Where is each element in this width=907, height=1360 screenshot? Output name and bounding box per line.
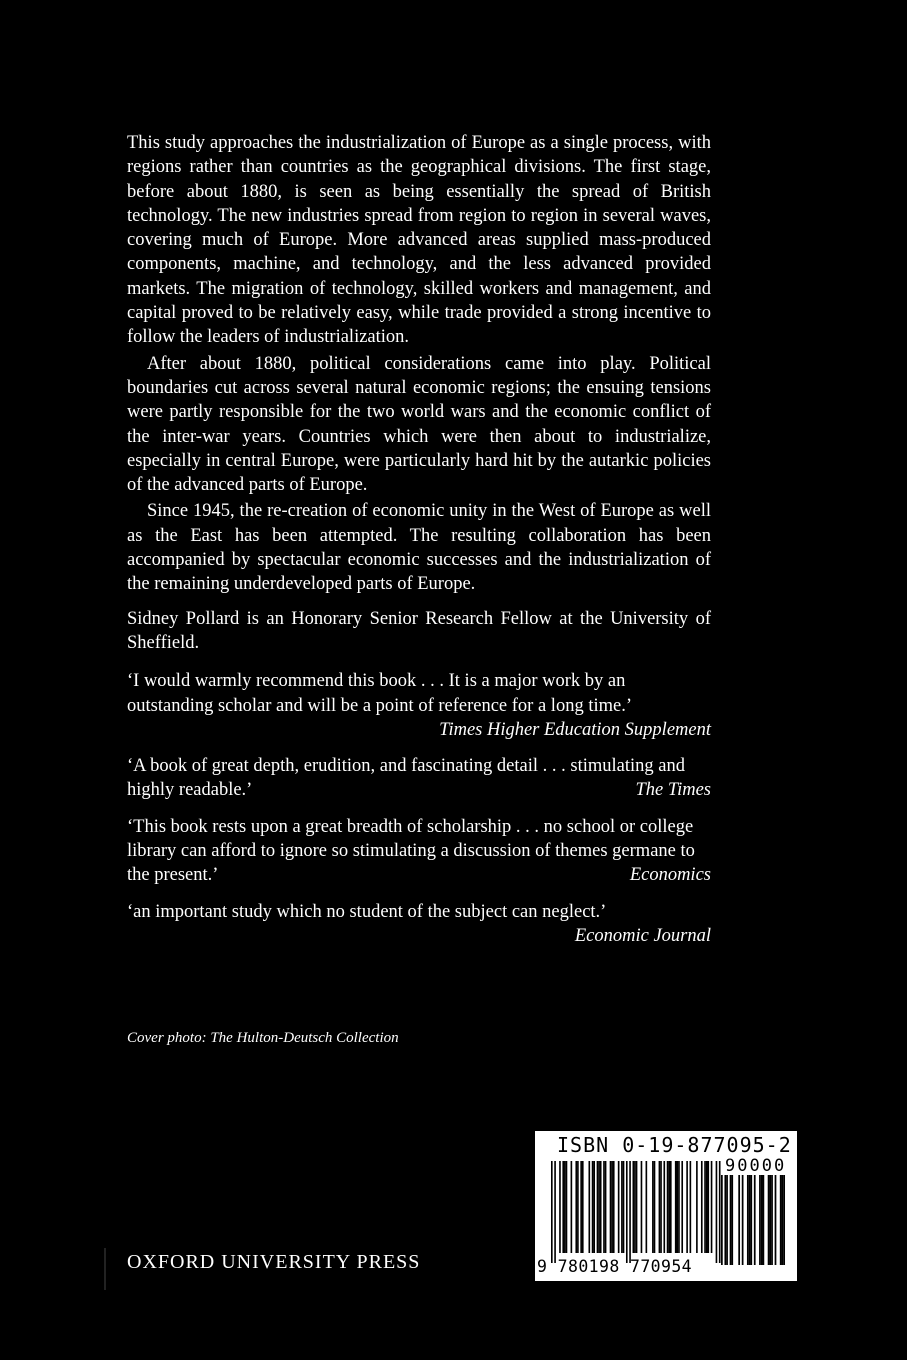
barcode-bar <box>564 1161 566 1253</box>
review-1-source: Times Higher Education Supplement <box>439 719 711 740</box>
publisher-name: OXFORD UNIVERSITY PRESS <box>127 1251 421 1273</box>
barcode-bar <box>730 1175 732 1265</box>
barcode-bar <box>659 1161 661 1253</box>
barcode-bar <box>566 1161 568 1253</box>
barcode-bar <box>641 1161 643 1253</box>
barcode-bar <box>704 1161 706 1253</box>
barcode-bar <box>598 1161 600 1253</box>
price-code: 90000 <box>725 1156 787 1176</box>
barcode-bar <box>633 1161 635 1253</box>
barcode-bar <box>668 1161 670 1253</box>
barcode-bar <box>761 1175 763 1265</box>
barcode-bar <box>754 1175 756 1265</box>
barcode-bar <box>707 1161 709 1253</box>
barcode-bar <box>783 1175 785 1265</box>
review-1-text: ‘I would warmly recommend this book . . . It is a major work by an outstanding scholar and will be a point of reference for a long time.’ <box>127 671 632 716</box>
barcode-bar <box>675 1161 677 1253</box>
barcode-bar <box>775 1175 777 1265</box>
review-2-text <box>127 754 711 803</box>
barcode-bar <box>667 1161 669 1253</box>
spine-edge-mark <box>104 1248 106 1290</box>
barcode-bar <box>582 1161 584 1253</box>
barcode-bar <box>660 1161 662 1253</box>
review-2-body: ‘A book of great depth, erudition, and fascinating detail . . . stimulating and highly readable.’ <box>127 756 685 801</box>
review-4 <box>127 900 711 949</box>
barcode-bar <box>611 1161 613 1253</box>
blurb-paragraph-3: Since 1945, the re-creation of economic unity in the West of Europe as well as the East has been attempted. The resulting collaboration has been accompanied by spectacular economic successes and the industrialization of the remaining underdeveloped parts of Europe. <box>127 501 711 595</box>
barcode-bar <box>771 1175 773 1265</box>
barcode-bar <box>742 1175 744 1265</box>
barcode-bar <box>690 1161 692 1253</box>
review-4-text: ‘an important study which no student of the subject can neglect.’ <box>127 901 607 922</box>
ean-digits: 9 780198 770954 <box>537 1257 693 1276</box>
barcode-bar <box>749 1175 751 1265</box>
barcode-bar <box>721 1175 723 1265</box>
barcode-bar <box>592 1161 594 1253</box>
barcode-bar <box>663 1161 665 1253</box>
barcode-bar <box>605 1161 607 1253</box>
price-bars <box>721 1175 785 1265</box>
barcode-bar <box>731 1175 733 1265</box>
barcode-bar <box>686 1161 688 1253</box>
barcode-bar <box>654 1161 656 1253</box>
barcode-bar <box>738 1175 740 1265</box>
barcode-bar <box>551 1161 553 1263</box>
review-3-body: ‘This book rests upon a great breadth of scholarship . . . no school or college library can afford to ignore so stimulating a discussion of themes germane to the present.’ <box>127 816 695 886</box>
barcode-bar <box>588 1161 590 1253</box>
barcode-bar <box>724 1175 726 1265</box>
blurb-paragraph-1: This study approaches the industrialization of Europe as a single process, with regions rather than countries as the geographical divisions. The first stage, before about 1880, is seen as being essentially the spread of British technology. The new industries spread from region to region in several waves, covering much of Europe. More advanced areas supplied mass-produced components, machine, and technology, and the less advanced provided markets. The migration of technology, skilled workers and management, and capital proved to be relatively easy, while trade provided a strong incentive to follow the leaders of industrialization. <box>127 133 711 348</box>
barcode-bar <box>769 1175 771 1265</box>
barcode-bar <box>554 1161 556 1263</box>
barcode-bar <box>575 1161 577 1253</box>
barcode-bar <box>634 1161 636 1253</box>
cover-photo-credit: Cover photo: The Hulton-Deutsch Collection <box>127 1030 399 1046</box>
author-note: Sidney Pollard is an Honorary Senior Research Fellow at the University of Sheffield. <box>127 608 711 653</box>
barcode-panel <box>535 1131 797 1281</box>
barcode-bar <box>706 1161 708 1253</box>
review-3-text <box>127 815 711 888</box>
barcode-bar <box>646 1161 648 1253</box>
review-2-source: The Times <box>635 780 711 801</box>
review-1 <box>127 669 711 742</box>
barcode-bar <box>681 1161 683 1253</box>
barcode-bar <box>652 1161 654 1253</box>
barcode-bar <box>613 1161 615 1253</box>
barcode-bar <box>577 1161 579 1253</box>
barcode-bar <box>610 1161 612 1253</box>
barcode-bar <box>719 1161 721 1263</box>
barcode-bar <box>629 1161 631 1263</box>
isbn-label: ISBN 0-19-877095-2 <box>557 1133 792 1157</box>
blurb-paragraph-2: After about 1880, political considerations came into play. Political boundaries cut across several natural economic regions; the ensuing tensions were partly responsible for the two world wars and the economic conflict of the inter-war years. Countries which were then about to industrialize, especially in central Europe, were particularly hard hit by the autarkic policies of the advanced parts of Europe. <box>127 353 711 496</box>
barcode-bar <box>623 1161 625 1253</box>
barcode-bar <box>711 1161 713 1253</box>
review-2 <box>127 754 711 803</box>
review-3-source: Economics <box>629 865 711 886</box>
barcode-bar <box>759 1175 761 1265</box>
review-3 <box>127 815 711 888</box>
ean-bars <box>551 1161 721 1263</box>
barcode-bar <box>696 1161 698 1253</box>
barcode-bar <box>670 1161 672 1253</box>
barcode-bar <box>600 1161 602 1253</box>
blurb-column <box>127 131 711 948</box>
barcode-bar <box>571 1161 573 1253</box>
barcode-bar <box>782 1175 784 1265</box>
barcode-bar <box>677 1161 679 1253</box>
barcode-bar <box>626 1161 628 1263</box>
barcode-bar <box>780 1175 782 1265</box>
barcode-bar <box>559 1161 561 1253</box>
barcode-bar <box>636 1161 638 1253</box>
barcode-bar <box>603 1161 605 1253</box>
barcode-bar <box>763 1175 765 1265</box>
barcode-bar <box>580 1161 582 1253</box>
barcode-bar <box>597 1161 599 1253</box>
barcode-bar <box>750 1175 752 1265</box>
barcode-bar <box>621 1161 623 1253</box>
barcode-bar <box>716 1161 718 1263</box>
barcode-bar <box>768 1175 770 1265</box>
barcode-bar <box>701 1161 703 1253</box>
barcode-bar <box>593 1161 595 1253</box>
barcode-bar <box>747 1175 749 1265</box>
barcode-bar <box>678 1161 680 1253</box>
barcode-bar <box>618 1161 620 1253</box>
barcode-bar <box>562 1161 564 1253</box>
review-4-source: Economic Journal <box>574 925 711 946</box>
barcode-bar <box>726 1175 728 1265</box>
